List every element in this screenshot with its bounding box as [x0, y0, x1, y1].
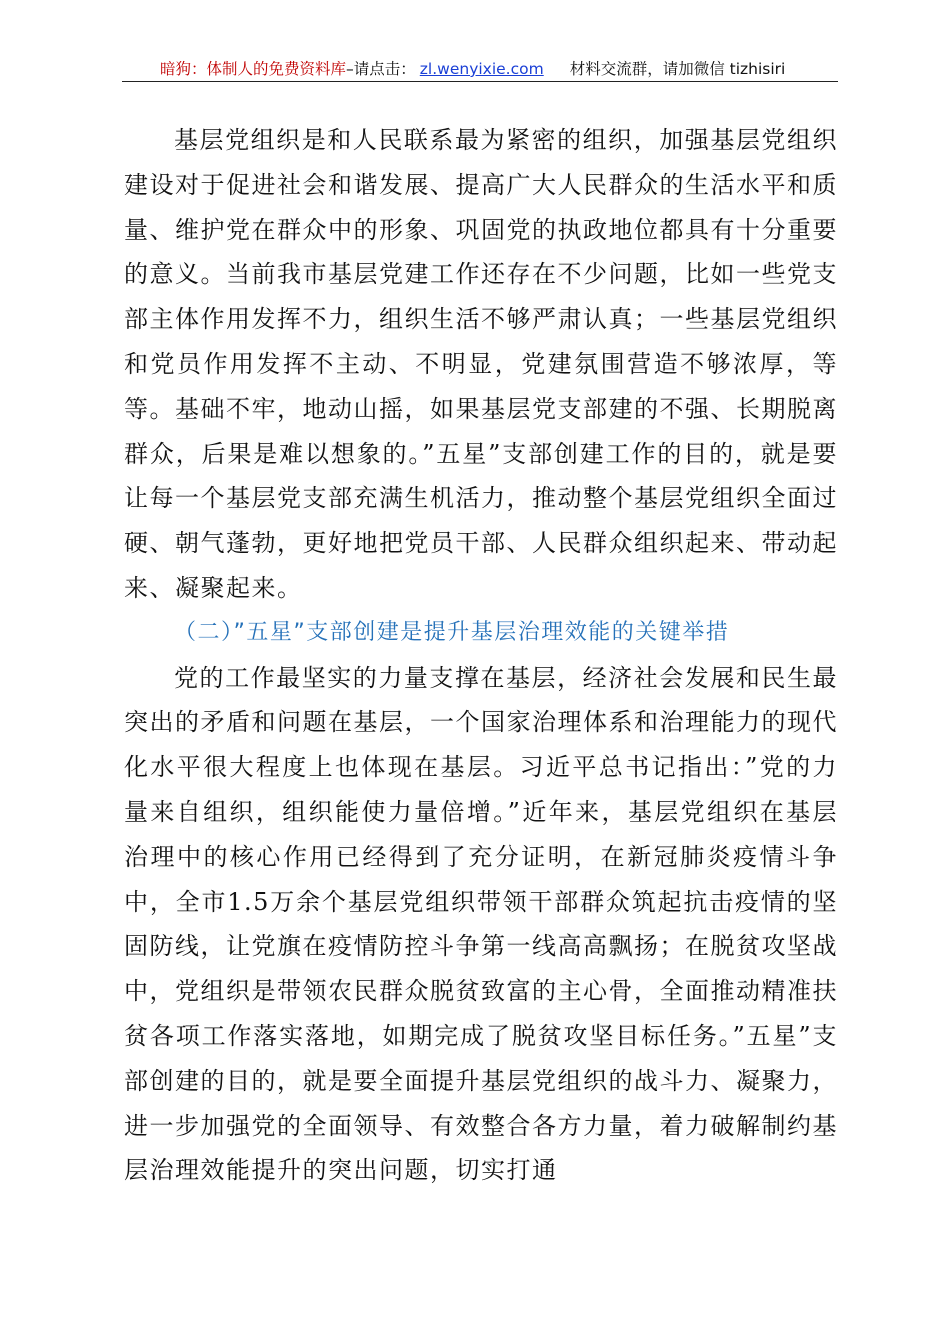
header-brand: 暗狗：体制人的免费资料库 [160, 60, 347, 78]
page-header [122, 57, 838, 79]
section-heading-2: （二）”五星”支部创建是提升基层治理效能的关键举措 [174, 619, 730, 645]
paragraph-2: 党的工作最坚实的力量支撑在基层，经济社会发展和民生最突出的矛盾和问题在基层，一个国家治理体系和治理能力的现代化水平很大程度上也体现在基层。习近平总书记指出：”党的力量来自组织，组织能使力量倍增。”近年来，基层党组织在基层治理中的核心作用已经得到了充分证明，在新冠肺炎疫情斗争中，全市1.5万余个基层党组织带领干部群众筑起抗击疫情的坚固防线，让党旗在疫情防控斗争第一线高高飘扬；在脱贫攻坚战中，党组织是带领农民群众脱贫致富的主心骨，全面推动精准扶贫各项工作落实落地，如期完成了脱贫攻坚目标任务。”五星”支部创建的目的，就是要全面提升基层党组织的战斗力、凝聚力，进一步加强党的全面领导、有效整合各方力量，着力破解制约基层治理效能提升的突出问题，切实打通 [124, 663, 838, 1185]
header-link[interactable]: zl.wenyixie.com [419, 60, 544, 78]
header-wechat: 材料交流群，请加微信 tizhisiri [569, 60, 786, 78]
header-divider [122, 81, 838, 82]
header-prompt: –请点击： [346, 60, 416, 78]
document-body [124, 118, 838, 1193]
paragraph-1: 基层党组织是和人民联系最为紧密的组织，加强基层党组织建设对于促进社会和谐发展、提高广大人民群众的生活水平和质量、维护党在群众中的形象、巩固党的执政地位都具有十分重要的意义。当前我市基层党建工作还存在不少问题，比如一些党支部主体作用发挥不力，组织生活不够严肃认真；一些基层党组织和党员作用发挥不主动、不明显，党建氛围营造不够浓厚，等等。基础不牢，地动山摇，如果基层党支部建的不强、长期脱离群众，后果是难以想象的。”五星”支部创建工作的目的，就是要让每一个基层党支部充满生机活力，推动整个基层党组织全面过硬、朝气蓬勃，更好地把党员干部、人民群众组织起来、带动起来、凝聚起来。 [124, 126, 838, 602]
